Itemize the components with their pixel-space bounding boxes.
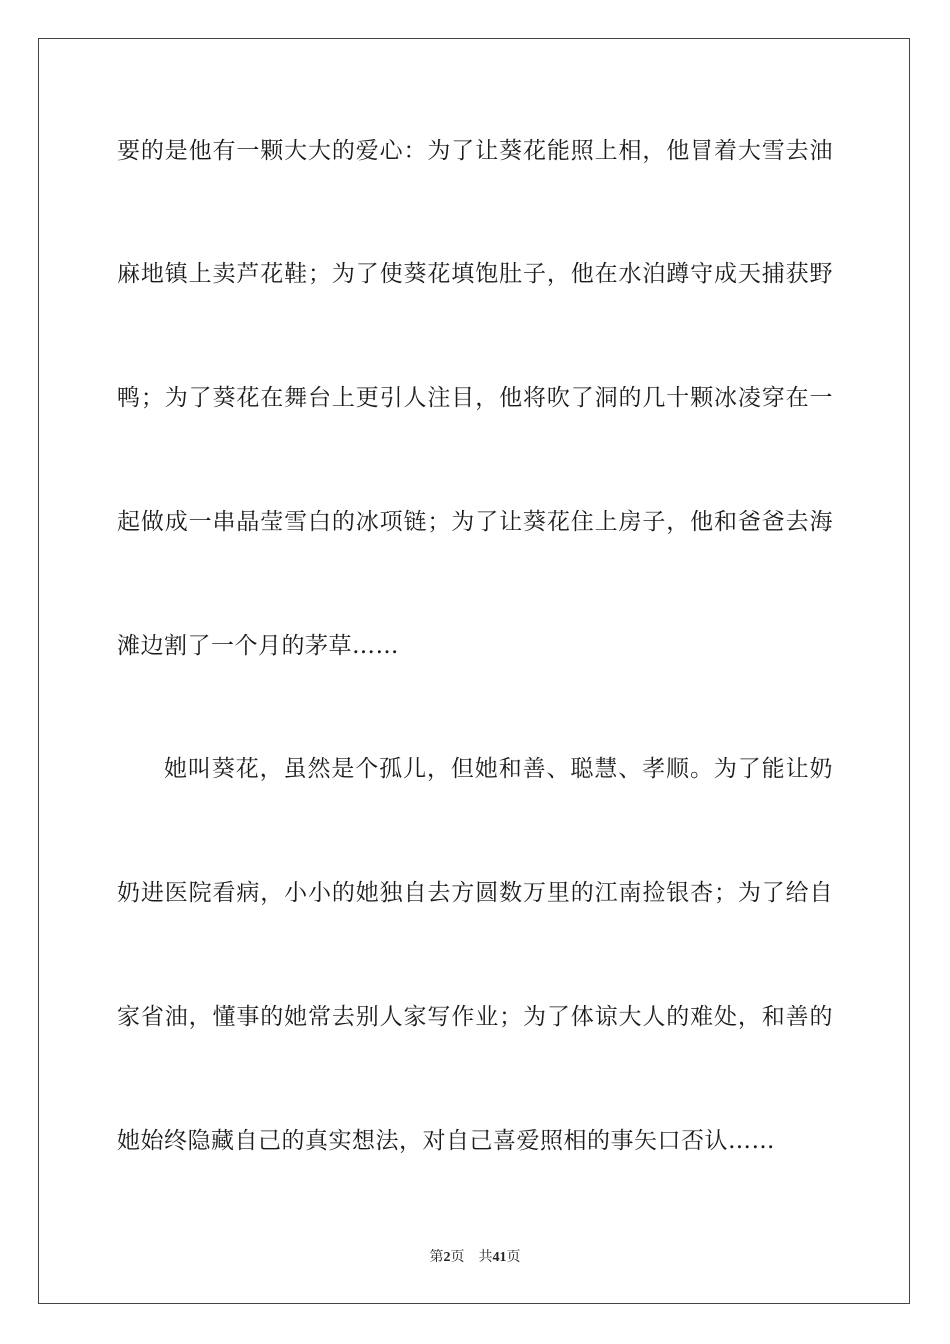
page-suffix: 页 (450, 1250, 465, 1265)
text-line: 家省油，懂事的她常去别人家写作业；为了体谅大人的难处，和善的 (117, 1004, 833, 1030)
page-prefix: 第 (429, 1250, 444, 1265)
text-line-paragraph-start: 她叫葵花，虽然是个孤儿，但她和善、聪慧、孝顺。为了能让奶 (164, 756, 833, 782)
text-line: 她始终隐藏自己的真实想法，对自己喜爱照相的事矢口否认…… (117, 1128, 775, 1154)
page-border (38, 38, 910, 1304)
text-line: 起做成一串晶莹雪白的冰项链；为了让葵花住上房子，他和爸爸去海 (117, 509, 833, 535)
total-suffix: 页 (506, 1250, 521, 1265)
text-line: 麻地镇上卖芦花鞋；为了使葵花填饱肚子，他在水泊蹲守成天捕获野 (117, 261, 833, 287)
text-line: 奶进医院看病，小小的她独自去方圆数万里的江南捡银杏；为了给自 (117, 880, 833, 906)
text-line: 要的是他有一颗大大的爱心：为了让葵花能照上相，他冒着大雪去油 (117, 138, 833, 164)
page-number: 2 (443, 1250, 451, 1265)
page-footer (0, 1246, 950, 1266)
text-line: 滩边割了一个月的茅草…… (117, 633, 399, 659)
total-pages: 41 (492, 1250, 507, 1265)
total-prefix: 共 (478, 1250, 493, 1265)
text-line: 鸭；为了葵花在舞台上更引人注目，他将吹了洞的几十颗冰凌穿在一 (117, 385, 833, 411)
